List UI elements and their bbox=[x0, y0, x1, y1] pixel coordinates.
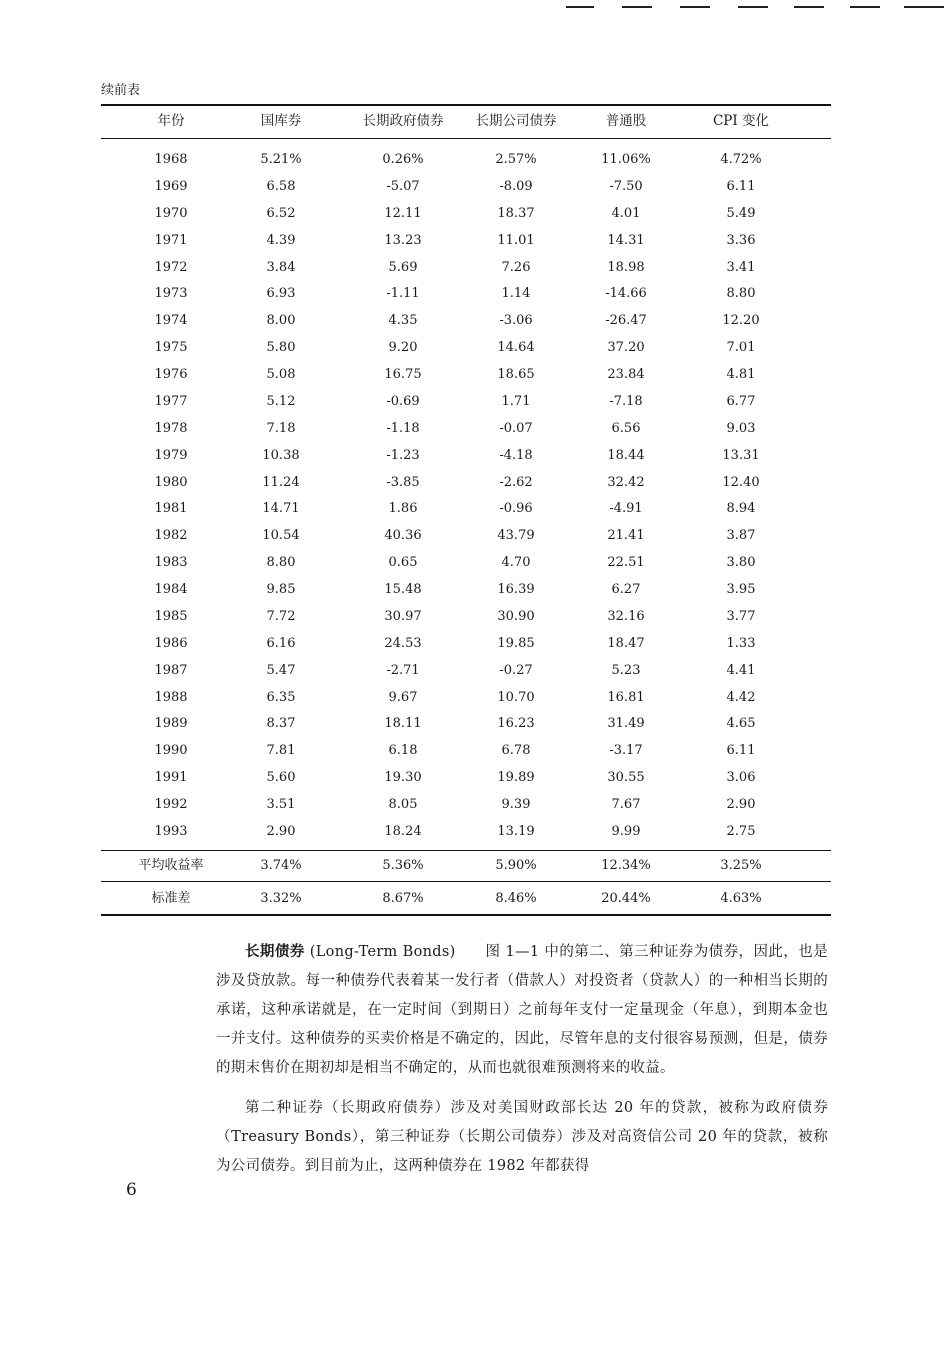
table-row bbox=[101, 765, 831, 791]
header-treasury-bills: 国库券 bbox=[260, 113, 302, 129]
value-cell: 7.26 bbox=[501, 259, 531, 275]
value-cell: 19.85 bbox=[497, 635, 535, 651]
value-cell: 6.16 bbox=[266, 635, 296, 651]
mean-cell: 3.74% bbox=[260, 858, 302, 873]
value-cell: 19.89 bbox=[497, 770, 535, 786]
table-row bbox=[101, 201, 831, 227]
value-cell: 6.35 bbox=[266, 689, 296, 705]
value-cell: 8.80 bbox=[266, 555, 296, 571]
value-cell: 3.51 bbox=[266, 797, 296, 813]
value-cell: 8.37 bbox=[266, 716, 296, 732]
value-cell: -4.18 bbox=[499, 447, 533, 463]
table-row bbox=[101, 496, 831, 522]
value-cell: 3.87 bbox=[726, 528, 756, 544]
table-row bbox=[101, 550, 831, 576]
value-cell: 8.80 bbox=[726, 286, 756, 302]
value-cell: 9.03 bbox=[726, 420, 756, 436]
value-cell: 5.49 bbox=[726, 205, 756, 221]
value-cell: 9.85 bbox=[266, 582, 296, 598]
value-cell: 31.49 bbox=[607, 716, 645, 732]
value-cell: 9.39 bbox=[501, 797, 531, 813]
value-cell: 10.70 bbox=[497, 689, 535, 705]
value-cell: 18.37 bbox=[497, 205, 535, 221]
value-cell: -0.07 bbox=[499, 420, 533, 436]
value-cell: 9.20 bbox=[388, 340, 418, 356]
table-row bbox=[101, 255, 831, 281]
top-dash bbox=[738, 6, 768, 8]
value-cell: -0.69 bbox=[386, 393, 420, 409]
value-cell: 2.90 bbox=[726, 797, 756, 813]
table-header-row bbox=[101, 108, 831, 134]
value-cell: 5.08 bbox=[266, 367, 296, 383]
value-cell: 3.80 bbox=[726, 555, 756, 571]
top-dash bbox=[622, 6, 652, 8]
value-cell: 30.55 bbox=[607, 770, 645, 786]
value-cell: 15.48 bbox=[384, 582, 422, 598]
value-cell: 2.90 bbox=[266, 824, 296, 839]
value-cell: 14.71 bbox=[262, 501, 300, 517]
table-row bbox=[101, 308, 831, 334]
value-cell: 19.30 bbox=[384, 770, 422, 786]
value-cell: 16.23 bbox=[497, 716, 535, 732]
value-cell: 4.39 bbox=[266, 232, 296, 248]
value-cell: 3.36 bbox=[726, 232, 756, 248]
mean-label: 平均收益率 bbox=[138, 858, 204, 873]
value-cell: 32.42 bbox=[607, 474, 645, 490]
year-cell: 1970 bbox=[154, 205, 188, 221]
value-cell: 18.24 bbox=[384, 824, 422, 839]
value-cell: 12.40 bbox=[722, 474, 760, 490]
value-cell: -1.11 bbox=[386, 286, 420, 302]
value-cell: 5.47 bbox=[266, 662, 296, 678]
mean-cell: 5.90% bbox=[495, 858, 537, 873]
year-cell: 1969 bbox=[154, 178, 188, 194]
std-cell: 20.44% bbox=[601, 891, 651, 906]
value-cell: -1.23 bbox=[386, 447, 420, 463]
table-row bbox=[101, 147, 831, 173]
year-cell: 1982 bbox=[154, 528, 188, 544]
value-cell: 6.11 bbox=[726, 178, 756, 194]
value-cell: -0.27 bbox=[499, 662, 533, 678]
table-row bbox=[101, 228, 831, 254]
header-bottom-rule bbox=[101, 138, 831, 139]
value-cell: -7.18 bbox=[609, 393, 643, 409]
value-cell: 6.18 bbox=[388, 743, 418, 759]
header-long-govt-bonds: 长期政府债券 bbox=[362, 113, 444, 129]
year-cell: 1977 bbox=[154, 393, 188, 409]
paragraph-body: (Long-Term Bonds) 图 1—1 中的第二、第三种证券为债券，因此，也是涉及贷放款。每一种债券代表着某一发行者（借款人）对投资者（贷款人）的一种相当长期的承诺，这种承诺就是，在一定时间（到期日）之前每年支付一定量现金（年息），到期本金也一并支付。这种债券的买卖价格是不确定的，因此，尽管年息的支付很容易预测，但是，债券的期末售价在期初却是相当不确定的，从而也就很难预测将来的收益。 bbox=[216, 944, 828, 1076]
table-row bbox=[101, 389, 831, 415]
value-cell: 5.80 bbox=[266, 340, 296, 356]
value-cell: 1.14 bbox=[501, 286, 531, 302]
year-cell: 1991 bbox=[154, 770, 188, 786]
value-cell: 3.41 bbox=[726, 259, 756, 275]
year-cell: 1986 bbox=[154, 635, 188, 651]
value-cell: 3.77 bbox=[726, 608, 756, 624]
value-cell: -4.91 bbox=[609, 501, 643, 517]
value-cell: 0.26% bbox=[382, 152, 424, 167]
continued-table-label: 续前表 bbox=[101, 83, 141, 98]
value-cell: 21.41 bbox=[607, 528, 645, 544]
year-cell: 1984 bbox=[154, 582, 188, 598]
value-cell: 16.39 bbox=[497, 582, 535, 598]
value-cell: 3.95 bbox=[726, 582, 756, 598]
value-cell: 7.67 bbox=[611, 797, 641, 813]
value-cell: 4.01 bbox=[611, 205, 641, 221]
value-cell: 5.21% bbox=[260, 152, 302, 167]
table-top-rule bbox=[101, 104, 831, 106]
mean-cell: 5.36% bbox=[382, 858, 424, 873]
value-cell: 9.99 bbox=[611, 824, 641, 839]
top-dash bbox=[680, 6, 710, 8]
year-cell: 1981 bbox=[154, 501, 188, 517]
paragraph-lead: 长期债券 bbox=[245, 943, 305, 960]
year-cell: 1992 bbox=[154, 797, 188, 813]
year-cell: 1972 bbox=[154, 259, 188, 275]
paragraph-long-term-bonds bbox=[216, 937, 828, 1083]
value-cell: 13.23 bbox=[384, 232, 422, 248]
year-cell: 1985 bbox=[154, 608, 188, 624]
mean-return-row bbox=[101, 853, 831, 879]
year-cell: 1978 bbox=[154, 420, 188, 436]
year-cell: 1989 bbox=[154, 716, 188, 732]
value-cell: 4.72% bbox=[720, 152, 762, 167]
std-dev-row bbox=[101, 886, 831, 912]
table-row bbox=[101, 631, 831, 657]
value-cell: 6.56 bbox=[611, 420, 641, 436]
table-row bbox=[101, 416, 831, 442]
value-cell: 11.01 bbox=[497, 232, 535, 248]
mean-cell: 3.25% bbox=[720, 858, 762, 873]
value-cell: 18.11 bbox=[384, 716, 422, 732]
table-row bbox=[101, 335, 831, 361]
year-cell: 1980 bbox=[154, 474, 188, 490]
table-row bbox=[101, 362, 831, 388]
value-cell: 5.23 bbox=[611, 662, 641, 678]
value-cell: 1.86 bbox=[388, 501, 418, 517]
value-cell: -3.06 bbox=[499, 313, 533, 329]
value-cell: 18.65 bbox=[497, 367, 535, 383]
table-row bbox=[101, 685, 831, 711]
value-cell: 5.60 bbox=[266, 770, 296, 786]
header-long-corp-bonds: 长期公司债券 bbox=[475, 113, 557, 129]
year-cell: 1993 bbox=[154, 824, 188, 839]
value-cell: 6.77 bbox=[726, 393, 756, 409]
value-cell: 3.84 bbox=[266, 259, 296, 275]
value-cell: -8.09 bbox=[499, 178, 533, 194]
header-common-stock: 普通股 bbox=[605, 113, 647, 129]
value-cell: 18.44 bbox=[607, 447, 645, 463]
year-cell: 1975 bbox=[154, 340, 188, 356]
value-cell: 7.72 bbox=[266, 608, 296, 624]
top-dash bbox=[566, 6, 594, 8]
value-cell: 12.11 bbox=[384, 205, 422, 221]
table-row bbox=[101, 577, 831, 603]
std-cell: 8.46% bbox=[495, 891, 537, 906]
year-cell: 1983 bbox=[154, 555, 188, 571]
value-cell: -3.17 bbox=[609, 743, 643, 759]
value-cell: 7.81 bbox=[266, 743, 296, 759]
value-cell: 16.81 bbox=[607, 689, 645, 705]
value-cell: -7.50 bbox=[609, 178, 643, 194]
value-cell: 3.06 bbox=[726, 770, 756, 786]
value-cell: 4.70 bbox=[501, 555, 531, 571]
year-cell: 1973 bbox=[154, 286, 188, 302]
table-row bbox=[101, 281, 831, 307]
value-cell: 8.05 bbox=[388, 797, 418, 813]
table-row bbox=[101, 523, 831, 549]
header-year: 年份 bbox=[157, 113, 185, 129]
value-cell: 14.64 bbox=[497, 340, 535, 356]
mean-bottom-rule bbox=[101, 881, 831, 882]
value-cell: 4.35 bbox=[388, 313, 418, 329]
top-dash bbox=[904, 6, 944, 8]
value-cell: 6.52 bbox=[266, 205, 296, 221]
value-cell: 6.78 bbox=[501, 743, 531, 759]
value-cell: 5.69 bbox=[388, 259, 418, 275]
value-cell: 6.27 bbox=[611, 582, 641, 598]
value-cell: 7.01 bbox=[726, 340, 756, 356]
value-cell: -2.71 bbox=[386, 662, 420, 678]
table-row bbox=[101, 819, 831, 845]
std-cell: 3.32% bbox=[260, 891, 302, 906]
value-cell: 24.53 bbox=[384, 635, 422, 651]
value-cell: 32.16 bbox=[607, 608, 645, 624]
table-row bbox=[101, 604, 831, 630]
table-row bbox=[101, 792, 831, 818]
year-cell: 1976 bbox=[154, 367, 188, 383]
year-cell: 1979 bbox=[154, 447, 188, 463]
value-cell: 13.19 bbox=[497, 824, 535, 839]
value-cell: 4.41 bbox=[726, 662, 756, 678]
value-cell: 13.31 bbox=[722, 447, 760, 463]
year-cell: 1987 bbox=[154, 662, 188, 678]
header-cpi-change: CPI 变化 bbox=[712, 113, 770, 129]
value-cell: -2.62 bbox=[499, 474, 533, 490]
table-row bbox=[101, 711, 831, 737]
value-cell: 4.81 bbox=[726, 367, 756, 383]
value-cell: 6.93 bbox=[266, 286, 296, 302]
year-cell: 1968 bbox=[154, 152, 188, 167]
value-cell: -5.07 bbox=[386, 178, 420, 194]
value-cell: 43.79 bbox=[497, 528, 535, 544]
value-cell: 8.00 bbox=[266, 313, 296, 329]
value-cell: -26.47 bbox=[605, 313, 647, 329]
value-cell: 4.42 bbox=[726, 689, 756, 705]
value-cell: 40.36 bbox=[384, 528, 422, 544]
value-cell: 30.90 bbox=[497, 608, 535, 624]
table-row bbox=[101, 174, 831, 200]
value-cell: 1.71 bbox=[501, 393, 531, 409]
value-cell: 4.65 bbox=[726, 716, 756, 732]
value-cell: 10.38 bbox=[262, 447, 300, 463]
value-cell: 18.47 bbox=[607, 635, 645, 651]
table-row bbox=[101, 443, 831, 469]
value-cell: 11.06% bbox=[601, 152, 651, 167]
value-cell: -14.66 bbox=[605, 286, 647, 302]
value-cell: -1.18 bbox=[386, 420, 420, 436]
value-cell: 9.67 bbox=[388, 689, 418, 705]
top-dash bbox=[794, 6, 824, 8]
year-cell: 1990 bbox=[154, 743, 188, 759]
value-cell: 7.18 bbox=[266, 420, 296, 436]
value-cell: 30.97 bbox=[384, 608, 422, 624]
paragraph-bond-types: 第二种证券（长期政府债券）涉及对美国财政部长达 20 年的贷款，被称为政府债券（Treasury Bonds），第三种证券（长期公司债券）涉及对高资信公司 20 年的贷款，被称为公司债券。到目前为止，这两种债券在 1982 年都获得 bbox=[216, 1100, 828, 1174]
value-cell: 12.20 bbox=[722, 313, 760, 329]
value-cell: 2.75 bbox=[726, 824, 756, 839]
std-cell: 4.63% bbox=[720, 891, 762, 906]
value-cell: 10.54 bbox=[262, 528, 300, 544]
table-row bbox=[101, 470, 831, 496]
value-cell: 18.98 bbox=[607, 259, 645, 275]
value-cell: 11.24 bbox=[262, 474, 300, 490]
value-cell: 0.65 bbox=[388, 555, 418, 571]
value-cell: 37.20 bbox=[607, 340, 645, 356]
std-label: 标准差 bbox=[151, 891, 191, 906]
mean-cell: 12.34% bbox=[601, 858, 651, 873]
value-cell: 8.94 bbox=[726, 501, 756, 517]
value-cell: -0.96 bbox=[499, 501, 533, 517]
value-cell: 14.31 bbox=[607, 232, 645, 248]
table-bottom-rule bbox=[101, 914, 831, 916]
value-cell: -3.85 bbox=[386, 474, 420, 490]
table-row bbox=[101, 658, 831, 684]
value-cell: 2.57% bbox=[495, 152, 537, 167]
year-cell: 1974 bbox=[154, 313, 188, 329]
table-row bbox=[101, 738, 831, 764]
value-cell: 6.11 bbox=[726, 743, 756, 759]
body-bottom-rule bbox=[101, 850, 831, 851]
value-cell: 5.12 bbox=[266, 393, 296, 409]
value-cell: 22.51 bbox=[607, 555, 645, 571]
value-cell: 6.58 bbox=[266, 178, 296, 194]
page-number: 6 bbox=[126, 1180, 137, 1200]
year-cell: 1988 bbox=[154, 689, 188, 705]
year-cell: 1971 bbox=[154, 232, 188, 248]
std-cell: 8.67% bbox=[382, 891, 424, 906]
value-cell: 16.75 bbox=[384, 367, 422, 383]
value-cell: 1.33 bbox=[726, 635, 756, 651]
value-cell: 23.84 bbox=[607, 367, 645, 383]
top-dash bbox=[850, 6, 880, 8]
